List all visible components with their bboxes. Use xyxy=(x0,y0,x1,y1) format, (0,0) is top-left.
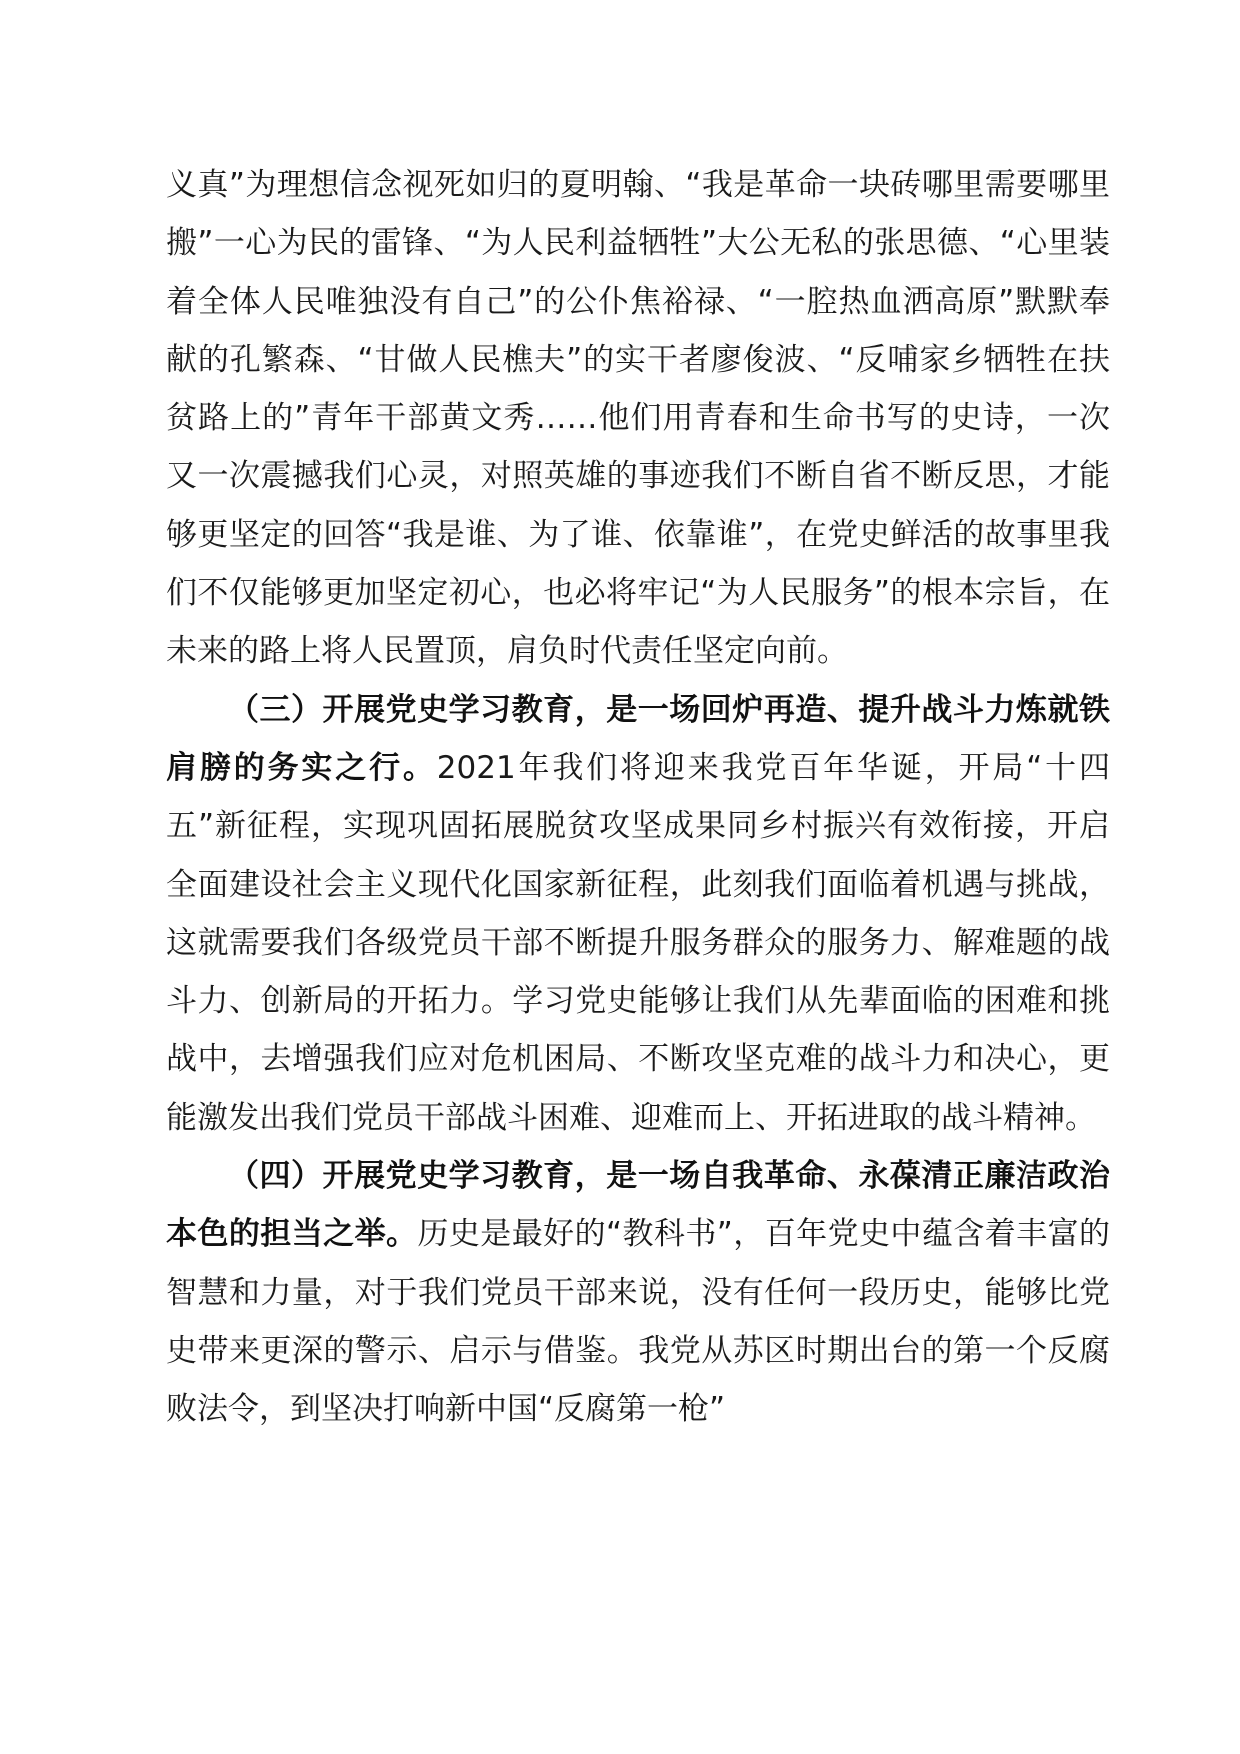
section-heading-three: （三）开展党史学习教育，是一场回炉再造、提升战斗力炼就铁肩膀的务实之行。 xyxy=(166,691,1110,786)
paragraph-section-four xyxy=(166,1147,1110,1438)
paragraph-text: 历史是最好的“教科书”，百年党史中蕴含着丰富的智慧和力量，对于我们党员干部来说，没有任何一段历史，能够比党史带来更深的警示、启示与借鉴。我党从苏区时期出台的第一个反腐败法令，到坚决打响新中国“反腐第一枪” xyxy=(166,1216,1110,1428)
paragraph-continuation xyxy=(166,156,1110,681)
paragraph-text: 2021年我们将迎来我党百年华诞，开局“十四五”新征程，实现巩固拓展脱贫攻坚成果同乡村振兴有效衔接，开启全面建设社会主义现代化国家新征程，此刻我们面临着机遇与挑战，这就需要我们各级党员干部不断提升服务群众的服务力、解难题的战斗力、创新局的开拓力。学习党史能够让我们从先辈面临的困难和挑战中，去增强我们应对危机困局、不断攻坚克难的战斗力和决心，更能激发出我们党员干部战斗困难、迎难而上、开拓进取的战斗精神。 xyxy=(166,749,1111,1136)
paragraph-text: 义真”为理想信念视死如归的夏明翰、“我是革命一块砖哪里需要哪里搬”一心为民的雷锋、“为人民利益牺牲”大公无私的张思德、“心里装着全体人民唯独没有自己”的公仆焦裕禄、“一腔热血洒高原”默默奉献的孔繁森、“甘做人民樵夫”的实干者廖俊波、“反哺家乡牺牲在扶贫路上的”青年干部黄文秀……他们用青春和生命书写的史诗，一次又一次震撼我们心灵，对照英雄的事迹我们不断自省不断反思，才能够更坚定的回答“我是谁、为了谁、依靠谁”，在党史鲜活的故事里我们不仅能够更加坚定初心，也必将牢记“为人民服务”的根本宗旨，在未来的路上将人民置顶，肩负时代责任坚定向前。 xyxy=(166,167,1110,670)
document-body xyxy=(166,156,1110,1439)
paragraph-section-three xyxy=(166,681,1110,1147)
section-heading-four: （四）开展党史学习教育，是一场自我革命、永葆清正廉洁政治本色的担当之举。 xyxy=(166,1158,1110,1253)
